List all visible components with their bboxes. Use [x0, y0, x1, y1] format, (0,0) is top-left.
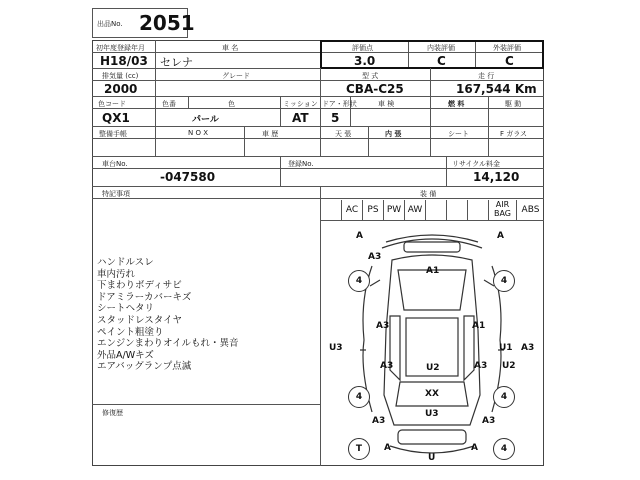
equipment-cell: PS — [362, 200, 383, 220]
tire-mid-right: 4 — [493, 386, 515, 408]
fuel-label: 燃 料 — [448, 100, 465, 108]
mileage-value: 167,544 Km — [456, 82, 537, 96]
inspection-label: 車 検 — [378, 100, 395, 108]
mark-u3-rear: U3 — [425, 409, 439, 419]
doors-label: ドア・形状 — [322, 100, 357, 108]
mark-a-front-left: A — [356, 231, 363, 241]
mark-a-front-right: A — [497, 231, 504, 241]
exterior-score-value: C — [505, 54, 514, 68]
equipment-label: 装 備 — [420, 190, 437, 198]
exterior-score-label: 外装評価 — [493, 44, 521, 52]
remark-item: スタッドレスタイヤ — [97, 315, 183, 326]
tire-rear-right: 4 — [493, 438, 515, 460]
lot-number: 2051 — [139, 11, 195, 35]
f-glass-label: F ガラス — [500, 130, 528, 138]
mark-a1-right: A1 — [472, 321, 486, 331]
tire-mid-left: 4 — [348, 386, 370, 408]
equipment-cell: AIR BAG — [488, 200, 516, 220]
mark-a1-hood: A1 — [426, 266, 440, 276]
reg-no-label: 登録No. — [288, 160, 314, 168]
repair-label: 修復歴 — [102, 409, 123, 417]
equipment-cell — [467, 200, 488, 220]
car-name-label: 車 名 — [222, 44, 239, 52]
mark-u-bottom: U — [428, 453, 436, 463]
mark-xx: XX — [425, 389, 439, 399]
mark-a-bottom-left: A — [384, 443, 391, 453]
model-label: 型 式 — [362, 72, 379, 80]
mileage-label: 走 行 — [478, 72, 495, 80]
remark-item: 下まわりボディサビ — [97, 280, 182, 292]
sunroof-label: 天 張 — [335, 130, 352, 138]
remark-item: エンジンまわりオイルもれ・異音 — [97, 338, 239, 350]
remark-item: エアバッグランプ点滅 — [97, 361, 192, 373]
score-label: 評価点 — [352, 44, 373, 52]
color-label: 色 — [228, 100, 235, 108]
mark-a3-rear-right: A3 — [482, 416, 496, 426]
equipment-cell: ABS — [516, 200, 544, 220]
model-value: CBA-C25 — [346, 82, 404, 96]
lot-box — [92, 8, 195, 38]
interior-label: 内 張 — [385, 130, 402, 138]
tire-rear-left: T — [348, 438, 370, 460]
score-value: 3.0 — [354, 54, 376, 68]
mark-a3-rear-left: A3 — [372, 416, 386, 426]
color-code-value: QX1 — [102, 111, 130, 125]
color-value: パール — [192, 115, 219, 125]
recycle-label: リサイクル料金 — [452, 160, 501, 168]
first-reg-label: 初年度登録年月 — [96, 44, 145, 52]
equipment-cell: AC — [341, 200, 362, 220]
mark-a3-left: A3 — [376, 321, 390, 331]
doors-value: 5 — [331, 111, 340, 125]
manual-label: 整備手帳 — [99, 130, 127, 138]
interior-score-label: 内装評価 — [427, 44, 455, 52]
nox-label: N O X — [188, 129, 208, 137]
equipment-cell — [425, 200, 446, 220]
mark-u2-right: U2 — [502, 361, 516, 371]
transmission-label: ミッション — [283, 100, 318, 108]
recycle-value: 14,120 — [473, 170, 520, 184]
remark-item: 外品A/Wキズ — [97, 349, 154, 361]
transmission-value: AT — [292, 111, 309, 125]
remark-item: 車内汚れ — [97, 268, 136, 280]
mark-a3-front: A3 — [368, 252, 382, 262]
grade-label: グレード — [222, 72, 250, 80]
equipment-cell: PW — [383, 200, 404, 220]
tire-front-right: 4 — [493, 270, 515, 292]
color-no-label: 色番 — [162, 100, 176, 108]
first-reg-value: H18/03 — [100, 54, 148, 68]
mark-u3-left: U3 — [329, 343, 343, 353]
chassis-label: 車台No. — [102, 160, 128, 168]
equipment-cell: AW — [404, 200, 425, 220]
remark-item: ペイント粗塗り — [97, 326, 164, 338]
mark-a3-left2: A3 — [380, 361, 394, 371]
remark-item: ドアミラーカバーキズ — [97, 291, 192, 303]
mark-a-bottom-right: A — [471, 443, 478, 453]
lot-label: 出品No. — [97, 20, 123, 28]
mark-a3-far-right: A3 — [521, 343, 535, 353]
tire-front-left: 4 — [348, 270, 370, 292]
color-code-label: 色コード — [98, 100, 126, 108]
mark-u2-center: U2 — [426, 363, 440, 373]
history-label: 車 歴 — [262, 130, 279, 138]
interior-score-value: C — [437, 54, 446, 68]
remark-item: ハンドルスレ — [97, 257, 154, 268]
displacement-value: 2000 — [104, 82, 138, 96]
mark-u1: U1 — [499, 343, 513, 353]
drive-label: 駆 動 — [505, 100, 522, 108]
equipment-cell — [446, 200, 467, 220]
mark-a3-right2: A3 — [474, 361, 488, 371]
chassis-value: -047580 — [160, 170, 216, 184]
remark-item: シートヘタリ — [97, 303, 155, 315]
displacement-label: 排気量 (cc) — [102, 72, 139, 80]
car-name-value: セレナ — [160, 56, 193, 69]
seat-label: シート — [448, 130, 469, 138]
remarks-label: 特記事項 — [102, 190, 130, 198]
